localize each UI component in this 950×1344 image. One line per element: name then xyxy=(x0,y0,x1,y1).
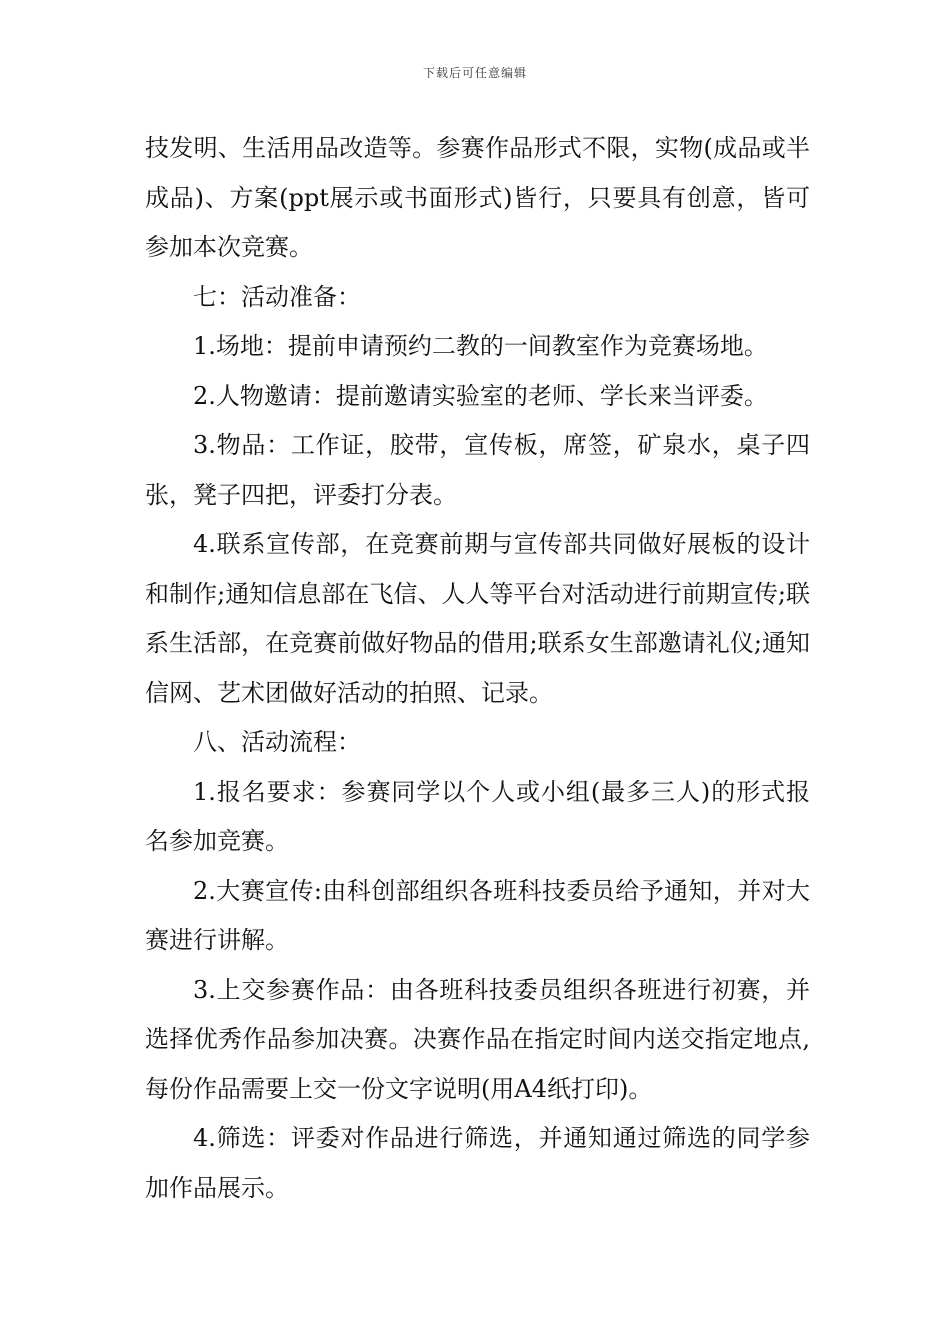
paragraph: 3.上交参赛作品：由各班科技委员组织各班进行初赛，并选择优秀作品参加决赛。决赛作品在指定时间内送交指定地点,每份作品需要上交一份文字说明(用A4纸打印)。 xyxy=(145,975,810,1103)
paragraph: 1.报名要求：参赛同学以个人或小组(最多三人)的形式报名参加竞赛。 xyxy=(145,777,810,855)
paragraph: 4.联系宣传部，在竞赛前期与宣传部共同做好展板的设计和制作;通知信息部在飞信、人人等平台对活动进行前期宣传;联系生活部，在竞赛前做好物品的借用;联系女生部邀请礼仪;通知信网、艺术团做好活动的拍照、记录。 xyxy=(145,530,810,707)
document-body xyxy=(145,124,810,1213)
section-heading: 八、活动流程： xyxy=(193,728,361,756)
paragraph: 2.大赛宣传:由科创部组织各班科技委员给予通知，并对大赛进行讲解。 xyxy=(145,876,810,954)
paragraph: 4.筛选：评委对作品进行筛选，并通知通过筛选的同学参加作品展示。 xyxy=(145,1124,810,1202)
paragraph: 3.物品：工作证，胶带，宣传板，席签，矿泉水，桌子四张，凳子四把，评委打分表。 xyxy=(145,431,810,509)
section-heading: 七：活动准备： xyxy=(193,282,361,311)
page-header: 下载后可任意编辑 xyxy=(422,66,527,80)
paragraph: 2.人物邀请：提前邀请实验室的老师、学长来当评委。 xyxy=(193,381,768,410)
paragraph: 技发明、生活用品改造等。参赛作品形式不限，实物(成品或半成品)、方案(ppt展示或书面形式)皆行，只要具有创意，皆可参加本次竞赛。 xyxy=(145,134,810,261)
paragraph: 1.场地：提前申请预约二教的一间教室作为竞赛场地。 xyxy=(193,332,768,360)
